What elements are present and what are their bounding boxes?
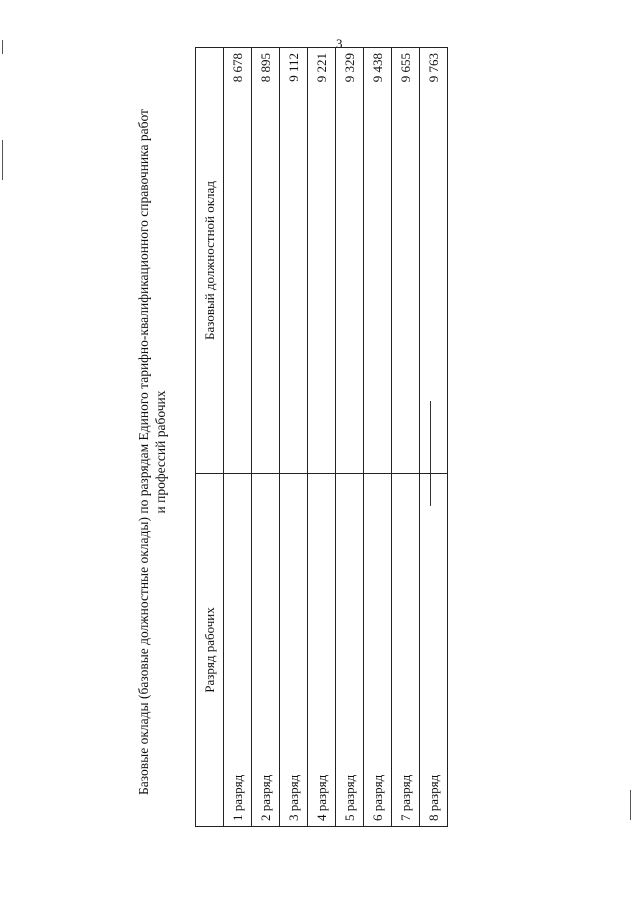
table-row <box>364 48 392 827</box>
salary-cell: 9 329 <box>336 48 364 474</box>
table-row <box>224 48 252 827</box>
table-row <box>336 48 364 827</box>
category-cell: 7 разряд <box>392 474 420 827</box>
salary-cell: 9 221 <box>308 48 336 474</box>
category-cell: 4 разряд <box>308 474 336 827</box>
page-number: 3 <box>336 36 343 51</box>
title-line-1: Базовые оклады (базовые должностные оклады) по разрядам Единого тарифно-квалификационного справочника работ <box>136 109 151 795</box>
category-cell: 8 разряд <box>420 474 448 827</box>
header-category: Разряд рабочих <box>196 474 224 827</box>
table-row <box>392 48 420 827</box>
table-row <box>280 48 308 827</box>
category-cell: 2 разряд <box>252 474 280 827</box>
table-header-row <box>196 48 224 827</box>
salary-cell: 9 112 <box>280 48 308 474</box>
category-cell: 1 разряд <box>224 474 252 827</box>
rotated-content <box>135 27 441 877</box>
document-title <box>135 27 169 877</box>
scan-edge-mark <box>630 790 631 820</box>
salary-cell: 9 655 <box>392 48 420 474</box>
salary-cell: 9 763 <box>420 48 448 474</box>
table-row <box>252 48 280 827</box>
salary-cell: 8 895 <box>252 48 280 474</box>
scan-edge-mark <box>2 40 3 54</box>
table-row <box>420 48 448 827</box>
title-line-2: и профессий рабочих <box>153 390 168 514</box>
salary-cell: 8 678 <box>224 48 252 474</box>
salary-cell: 9 438 <box>364 48 392 474</box>
scan-edge-mark <box>2 140 3 180</box>
category-cell: 3 разряд <box>280 474 308 827</box>
category-cell: 5 разряд <box>336 474 364 827</box>
category-cell: 6 разряд <box>364 474 392 827</box>
header-salary: Базовый должностной оклад <box>196 48 224 474</box>
salary-table <box>195 47 448 827</box>
table-row <box>308 48 336 827</box>
